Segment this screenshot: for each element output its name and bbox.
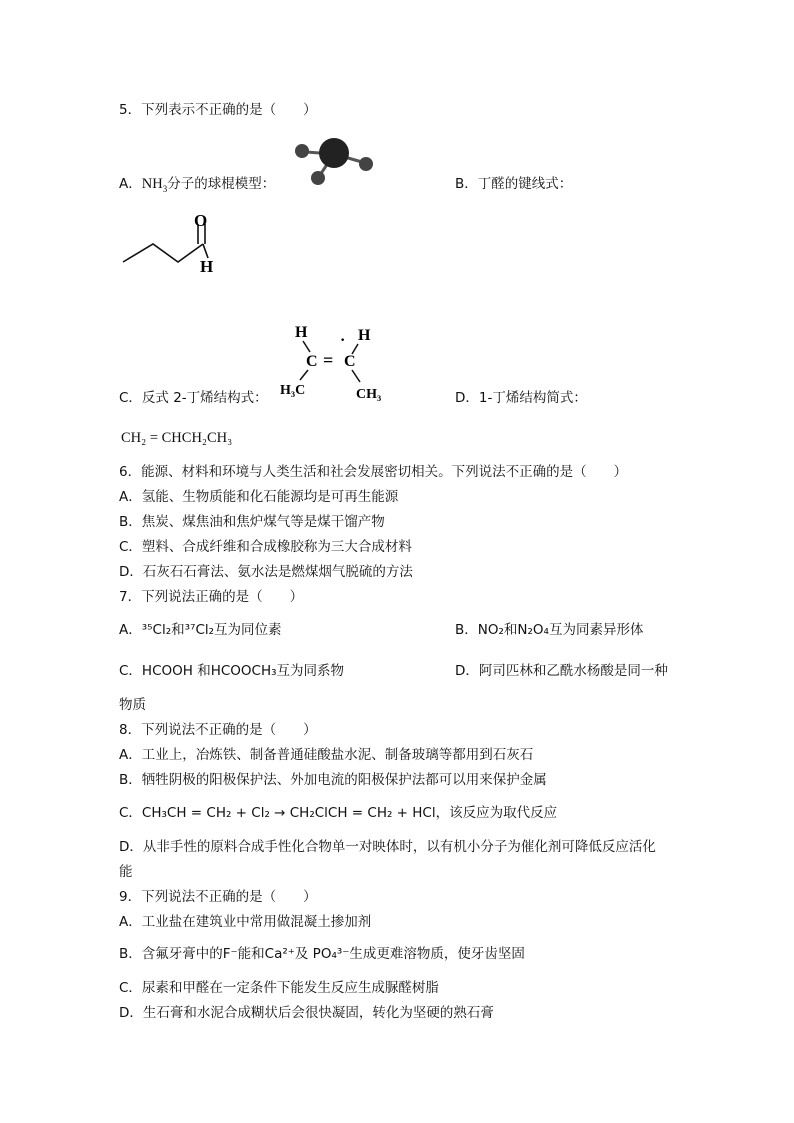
q5-option-d-formula: CH₂ = CHCH₂CH₃ [121, 430, 233, 446]
trans-2-butene-structure [278, 318, 393, 406]
q8-option-d: D．从非手性的原料合成手性化合物单一对映体时，以有机小分子为催化剂可降低反应活化 [119, 839, 656, 855]
svg-text:H₃C: H₃C [280, 383, 306, 398]
q5-option-a: A．$NH_3$分子的球棍模型： [119, 176, 276, 194]
svg-text:CH₃: CH₃ [356, 387, 382, 402]
carbonyl-o-label: O [194, 211, 208, 230]
q8-option-a: A．工业上，冶炼铁、制备普通硅酸盐水泥、制备玻璃等都用到石灰石 [119, 747, 534, 763]
svg-text:C: C [306, 353, 318, 370]
q7-option-b: B．NO₂和N₂O₄互为同素异形体 [455, 622, 644, 638]
q6-option-b: B．焦炭、煤焦油和焦炉煤气等是煤干馏产物 [119, 514, 385, 530]
q6-option-d: D．石灰石石膏法、氨水法是燃煤烟气脱硫的方法 [119, 564, 413, 580]
q9-option-c: C．尿素和甲醛在一定条件下能发生反应生成脲醛树脂 [119, 980, 439, 996]
nh3-ball-stick-model [290, 130, 385, 188]
q9-option-a: A．工业盐在建筑业中常用做混凝土掺加剂 [119, 914, 372, 930]
svg-text:·: · [340, 332, 346, 349]
q6-stem: 6．能源、材料和环境与人类生活和社会发展密切相关。下列说法不正确的是（ ） [119, 464, 628, 480]
q5-option-b: B．丁醛的键线式： [455, 176, 573, 192]
q7-option-d-continued: 物质 [119, 697, 146, 713]
q8-option-c: C．CH₃CH = CH₂ + Cl₂ → CH₂ClCH = CH₂ + HCl，该反应为取代反应 [119, 805, 558, 821]
aldehyde-h-label: H [200, 257, 214, 276]
q6-option-a: A．氢能、生物质能和化石能源均是可再生能源 [119, 489, 399, 505]
q5-option-d: D．1-丁烯结构简式： [455, 390, 587, 406]
butanal-skeletal-formula [118, 210, 223, 278]
q7-option-c: C．HCOOH 和HCOOCH₃互为同系物 [119, 663, 345, 679]
svg-text:=: = [323, 350, 334, 370]
q5-option-c: C．反式 2-丁烯结构式： [119, 390, 268, 406]
q7-stem: 7．下列说法正确的是（ ） [119, 589, 304, 605]
q5-stem: 5．下列表示不正确的是（ ） [119, 102, 317, 118]
q8-stem: 8．下列说法不正确的是（ ） [119, 722, 317, 738]
q8-option-d-continued: 能 [119, 864, 133, 880]
q9-option-d: D．生石膏和水泥合成糊状后会很快凝固，转化为坚硬的熟石膏 [119, 1005, 494, 1021]
svg-text:C: C [344, 353, 356, 370]
q7-option-d: D．阿司匹林和乙酰水杨酸是同一种 [455, 663, 668, 679]
q8-option-b: B．牺牲阴极的阳极保护法、外加电流的阳极保护法都可以用来保护金属 [119, 772, 547, 788]
q6-option-c: C．塑料、合成纤维和合成橡胶称为三大合成材料 [119, 539, 412, 555]
q9-option-b: B．含氟牙膏中的F⁻能和Ca²⁺及 PO₄³⁻生成更难溶物质，使牙齿坚固 [119, 946, 525, 962]
svg-text:H: H [358, 327, 371, 344]
svg-text:H: H [295, 324, 308, 341]
q9-stem: 9．下列说法不正确的是（ ） [119, 889, 317, 905]
q7-option-a: A．³⁵Cl₂和³⁷Cl₂互为同位素 [119, 622, 282, 638]
